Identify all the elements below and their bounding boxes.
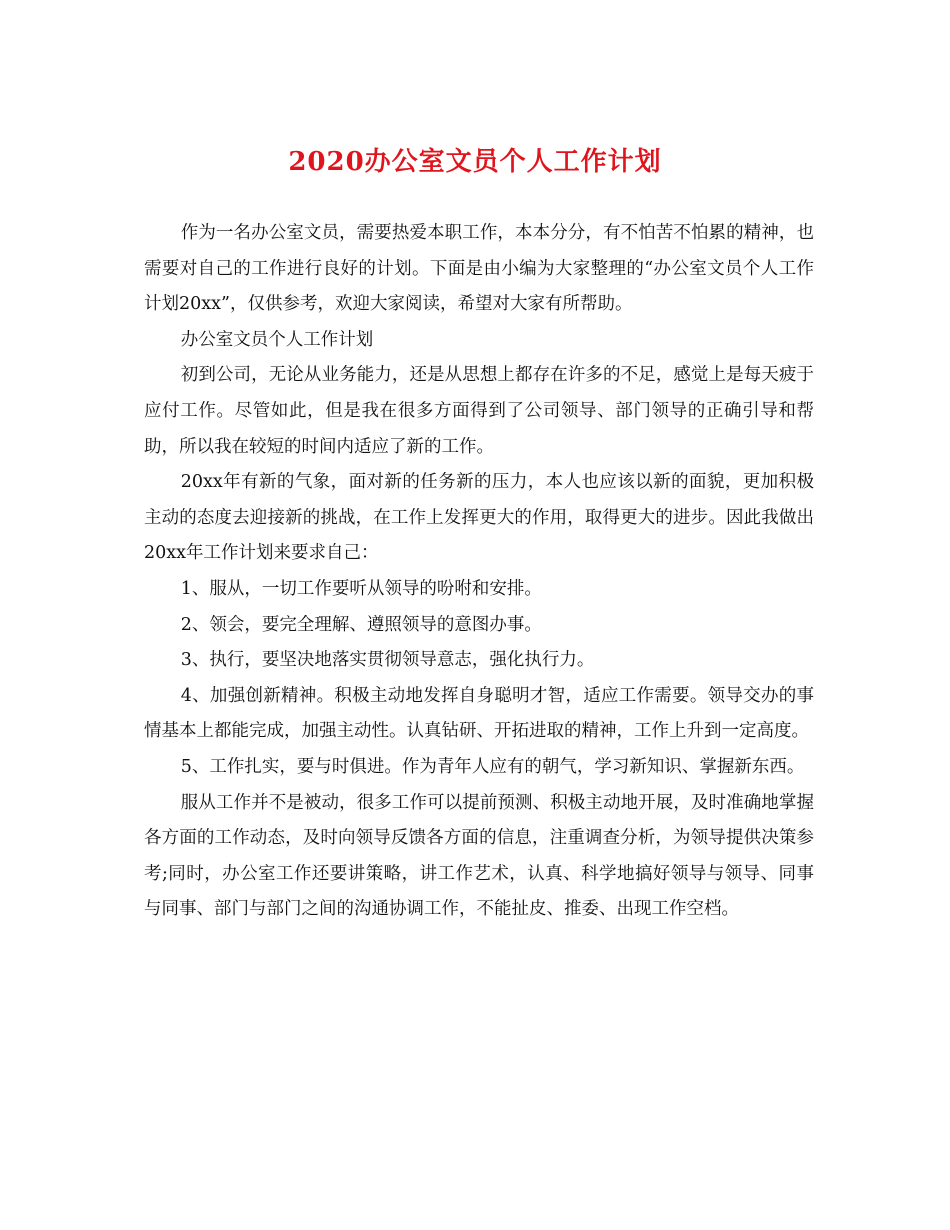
document-body [144, 216, 814, 928]
list-item-innovate: 4、加强创新精神。积极主动地发挥自身聪明才智，适应工作需要。领导交办的事情基本上都能完成，加强主动性。认真钻研、开拓进取的精神，工作上升到一定高度。 [144, 685, 814, 742]
list-item-solid-work: 5、工作扎实，要与时俱进。作为青年人应有的朝气，学习新知识、掌握新东西。 [180, 756, 805, 777]
list-item-obey: 1、服从，一切工作要听从领导的吩咐和安排。 [180, 578, 542, 599]
paragraph-new-year: 20xx年有新的气象，面对新的任务新的压力，本人也应该以新的面貌，更加积极主动的态度去迎接新的挑战，在工作上发挥更大的作用，取得更大的进步。因此我做出20xx年工作计划来要求自己： [144, 472, 814, 564]
paragraph-subtitle: 办公室文员个人工作计划 [180, 329, 374, 350]
paragraph-intro: 作为一名办公室文员，需要热爱本职工作，本本分分，有不怕苦不怕累的精神，也需要对自己的工作进行良好的计划。下面是由小编为大家整理的“办公室文员个人工作计划20xx”，仅供参考，欢迎大家阅读，希望对大家有所帮助。 [144, 223, 814, 315]
list-item-understand: 2、领会，要完全理解、遵照领导的意图办事。 [180, 614, 542, 635]
paragraph-beginning: 初到公司，无论从业务能力，还是从思想上都存在许多的不足，感觉上是每天疲于应付工作。尽管如此，但是我在很多方面得到了公司领导、部门领导的正确引导和帮助，所以我在较短的时间内适应了新的工作。 [144, 365, 814, 457]
paragraph-conclusion: 服从工作并不是被动，很多工作可以提前预测、积极主动地开展，及时准确地掌握各方面的工作动态，及时向领导反馈各方面的信息，注重调查分析，为领导提供决策参考;同时，办公室工作还要讲策略，讲工作艺术，认真、科学地搞好领导与领导、同事与同事、部门与部门之间的沟通协调工作，不能扯皮、推委、出现工作空档。 [144, 792, 814, 920]
list-item-execute: 3、执行，要坚决地落实贯彻领导意志，强化执行力。 [180, 650, 595, 671]
document-title: 2020办公室文员个人工作计划 [288, 147, 662, 177]
